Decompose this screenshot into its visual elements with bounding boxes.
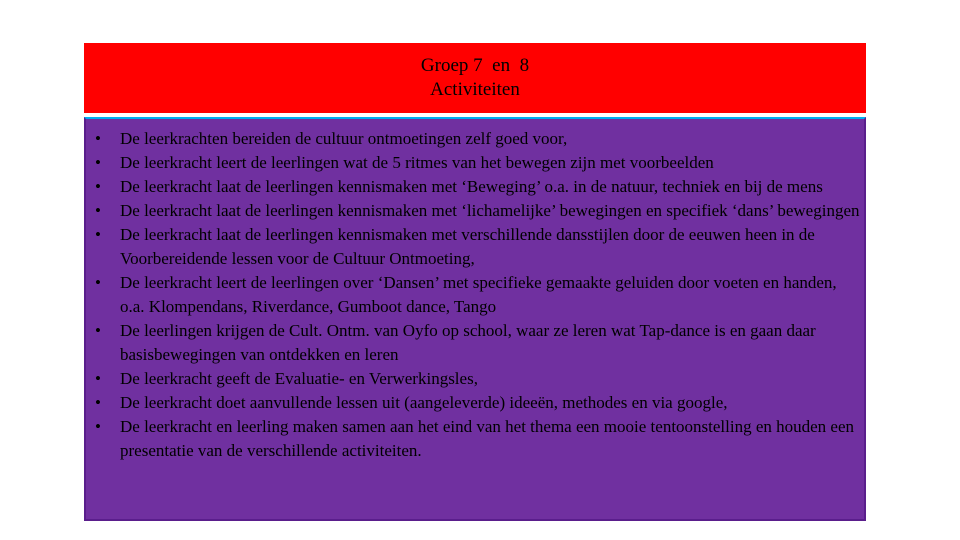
bullet-icon: • (95, 225, 101, 244)
list-item-text: De leerkracht en leerling maken samen aan het eind van het thema een mooie tentoonstelling en houden een presentatie van de verschillende activiteiten. (120, 417, 855, 460)
list-item-text: De leerkracht doet aanvullende lessen uit (aangeleverde) ideeën, methodes en via google, (120, 393, 728, 412)
list-item-text: De leerkracht geeft de Evaluatie- en Verwerkingsles, (120, 369, 478, 388)
bullet-icon: • (95, 321, 101, 340)
bullet-icon: • (95, 393, 101, 412)
list-item (86, 127, 864, 151)
list-item-text: De leerkracht laat de leerlingen kennismaken met ‘Beweging’ o.a. in de natuur, techniek en bij de mens (120, 177, 823, 196)
list-item-text: De leerkrachten bereiden de cultuur ontmoetingen zelf goed voor, (120, 129, 568, 148)
list-item-text: De leerlingen krijgen de Cult. Ontm. van Oyfo op school, waar ze leren wat Tap-dance is en gaan daar basisbewegingen van ontdekken en leren (120, 321, 816, 364)
list-item-text: De leerkracht leert de leerlingen wat de 5 ritmes van het bewegen zijn met voorbeelden (120, 153, 714, 172)
list-item (86, 223, 864, 271)
bullet-icon: • (95, 129, 101, 148)
slide-subtitle: Activiteiten (430, 79, 520, 100)
list-item-text: De leerkracht leert de leerlingen over ‘Dansen’ met specifieke gemaakte geluiden door voeten en handen, o.a. Klompendans, Riverdance, Gumboot dance, Tango (120, 273, 837, 316)
bullet-icon: • (95, 177, 101, 196)
list-item (86, 175, 864, 199)
bullet-icon: • (95, 369, 101, 388)
list-item (86, 199, 864, 223)
list-item (86, 151, 864, 175)
list-item (86, 319, 864, 367)
content-box (84, 117, 866, 521)
list-item-text: De leerkracht laat de leerlingen kennismaken met ‘lichamelijke’ bewegingen en specifiek ‘dans’ bewegingen (120, 201, 860, 220)
list-item (86, 367, 864, 391)
bullet-icon: • (95, 153, 101, 172)
bullet-icon: • (95, 417, 101, 436)
list-item (86, 271, 864, 319)
bullet-list (86, 127, 864, 463)
slide-title-box (84, 43, 866, 113)
list-item (86, 391, 864, 415)
slide-title: Groep 7 en 8 (420, 55, 530, 76)
bullet-icon: • (95, 201, 101, 220)
list-item (86, 415, 864, 463)
list-item-text: De leerkracht laat de leerlingen kennismaken met verschillende dansstijlen door de eeuwen heen in de Voorbereidende lessen voor de Cultuur Ontmoeting, (120, 225, 815, 268)
bullet-icon: • (95, 273, 101, 292)
